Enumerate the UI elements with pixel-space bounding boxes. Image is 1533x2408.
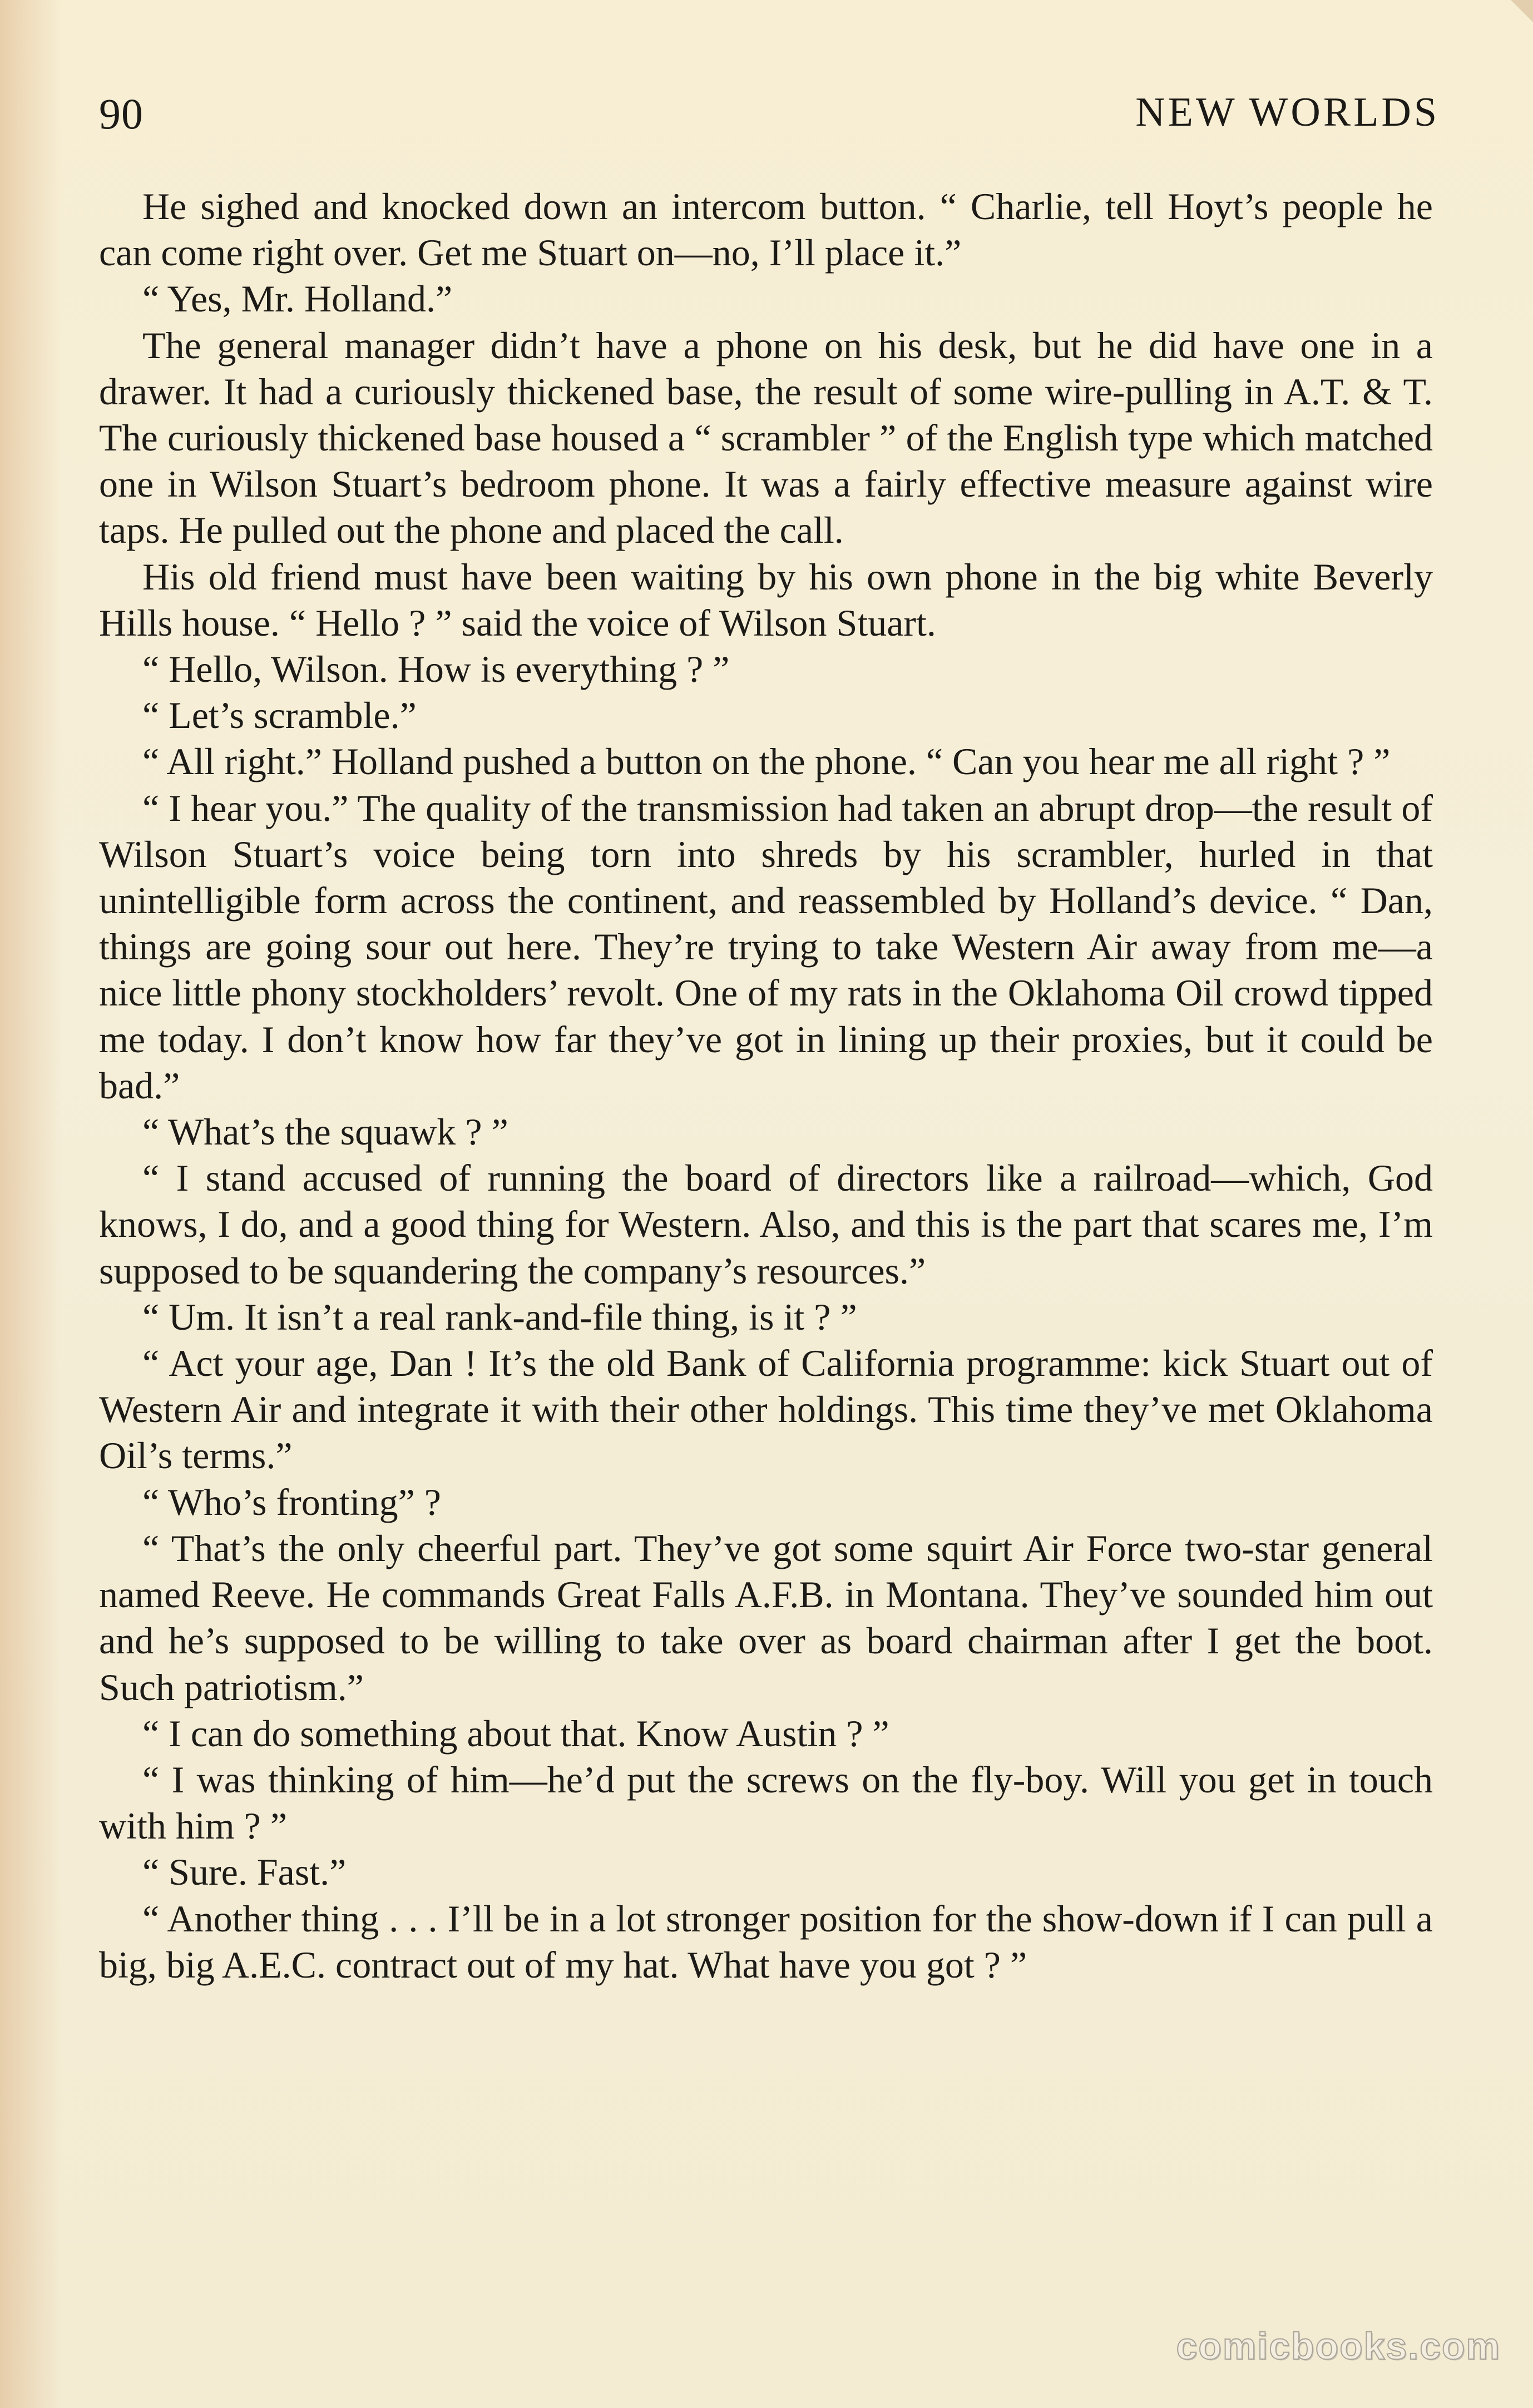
page-number: 90 (99, 90, 144, 138)
paragraph: His old friend must have been waiting by his own phone in the big white Beverly Hills house. “ Hello ? ” said the voice of Wilson Stuart. (99, 555, 1433, 644)
paragraph: He sighed and knocked down an intercom button. “ Charlie, tell Hoyt’s people he can come right over. Get me Stuart on—no, I’ll place it.” (99, 185, 1433, 274)
paragraph: “ I was thinking of him—he’d put the screws on the fly-boy. Will you get in touch with him ? ” (99, 1758, 1433, 1847)
running-head: NEW WORLDS (1135, 90, 1440, 135)
paragraph: “ What’s the squawk ? ” (142, 1111, 508, 1153)
paragraph: “ Hello, Wilson. How is everything ? ” (142, 648, 730, 691)
paragraph: “ Yes, Mr. Holland.” (142, 278, 453, 320)
spine-shadow (0, 0, 61, 2408)
paragraph: “ Another thing . . . I’ll be in a lot stronger position for the show-down if I can pull a big, big A.E.C. contract out of my hat. What have you got ? ” (99, 1897, 1433, 1986)
paragraph: “ I can do something about that. Know Austin ? ” (142, 1712, 889, 1755)
paragraph: “ Let’s scramble.” (142, 694, 417, 737)
paragraph: “ I hear you.” The quality of the transmission had taken an abrupt drop—the result of Wilson Stuart’s voice being torn into shreds by his scrambler, hurled in that unintelligible form across the continent, and reassembled by Holland’s device. “ Dan, things are going sour out here. They’re trying to take Western Air away from me—a nice little phony stockholders’ revolt. One of my rats in the Oklahoma Oil crowd tipped me today. I don’t know how far they’ve got in lining up their proxies, but it could be bad.” (99, 786, 1433, 1107)
paragraph: The general manager didn’t have a phone on his desk, but he did have one in a drawer. It had a curiously thickened base, the result of some wire-pulling in A.T. & T. The curiously thickened base housed a “ scrambler ” of the English type which matched one in Wilson Stuart’s bedroom phone. It was a fairly effective measure against wire taps. He pulled out the phone and placed the call. (99, 324, 1433, 552)
paragraph: “ Sure. Fast.” (142, 1851, 347, 1894)
watermark: comicbooks.com (1176, 2325, 1501, 2367)
paragraph: “ I stand accused of running the board of directors like a railroad—which, God knows, I do, and a good thing for Western. Also, and this is the part that scares me, I’m supposed to be squandering the company’s resources.” (99, 1157, 1433, 1292)
paragraph: “ That’s the only cheerful part. They’ve got some squirt Air Force two-star general named Reeve. He commands Great Falls A.F.B. in Montana. They’ve sounded him out and he’s supposed to be willing to take over as board chairman after I get the boot. Such patriotism.” (99, 1527, 1433, 1708)
page-header (99, 89, 1440, 150)
page-corner-mark (1500, 0, 1533, 33)
paragraph: “ All right.” Holland pushed a button on the phone. “ Can you hear me all right ? ” (142, 740, 1391, 783)
body-text (99, 184, 1433, 1988)
paragraph: “ Act your age, Dan ! It’s the old Bank of California programme: kick Stuart out of Western Air and integrate it with their other holdings. This time they’ve met Oklahoma Oil’s terms.” (99, 1342, 1433, 1477)
paragraph: “ Um. It isn’t a real rank-and-file thing, is it ? ” (142, 1295, 857, 1338)
paragraph: “ Who’s fronting” ? (142, 1480, 441, 1523)
